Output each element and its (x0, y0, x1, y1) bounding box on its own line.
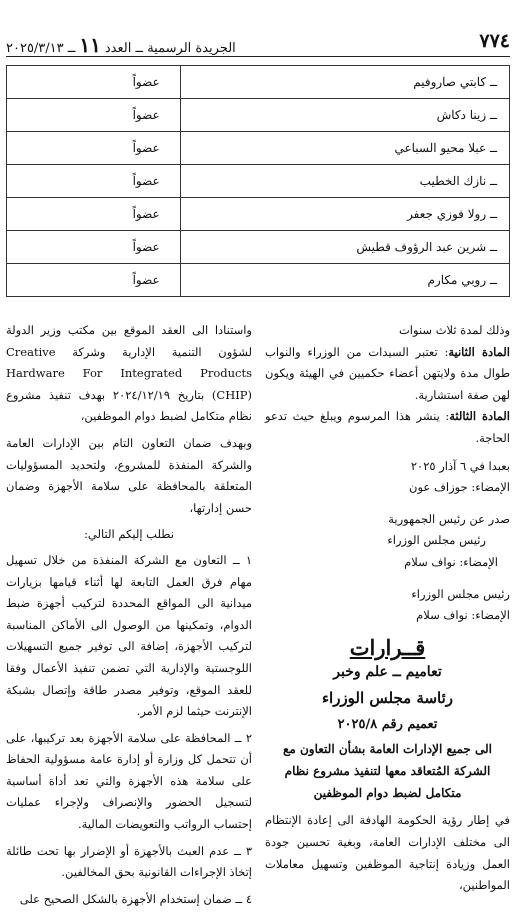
table-row (7, 99, 510, 132)
item-3: ٣ ــ عدم العبث بالأجهزة أو الإضرار بها تحت طائلة إتخاذ الإجراءات القانونية بحق المخالفين. (6, 843, 252, 880)
table-row (7, 66, 510, 99)
paragraph-contract: واستنادا الى العقد الموقع بين مكتب وزير الدولة لشؤون التنمية الإدارية وشركة Creative Hardware For Integrated Products (CHIP) بتاريخ ٢٠٢٤/١٢/١٩ بهدف تنفيذ مشروع نظام متكامل لضبط دوام الموظفين، (6, 323, 252, 424)
article-3-text: : ينشر هذا المرسوم ويبلغ حيث تدعو الحاجة. (265, 409, 510, 445)
paragraph-request: نطلب إليكم التالي: (84, 527, 174, 542)
member-name: ــ زينا دكاش (180, 99, 509, 132)
circular-title: الى جميع الإدارات العامة بشأن التعاون مع الشركة المُتعاقد معها لتنفيذ مشروع نظام متكامل لضبط دوام الموظفين (283, 742, 492, 801)
pm-title: رئيس مجلس الوزراء (387, 533, 486, 548)
page-header (6, 30, 510, 57)
place-date: بعبدا في ٦ آذار ٢٠٢٥ (410, 458, 510, 473)
right-column (265, 320, 510, 897)
member-role: عضواً (7, 132, 181, 165)
article-2 (265, 342, 510, 407)
running-head (6, 33, 236, 57)
issue-number: ١١ (79, 33, 101, 57)
pm-title-2: رئيس مجلس الوزراء (411, 586, 510, 601)
member-role: عضواً (7, 66, 181, 99)
member-name: ــ نازك الخطيب (180, 165, 509, 198)
header-rule (6, 56, 510, 57)
issue-date: ــ ٢٠٢٥/٣/١٣ (6, 41, 76, 56)
members-table (6, 65, 510, 297)
member-name: ــ روبي مكارم (180, 264, 509, 297)
member-role: عضواً (7, 99, 181, 132)
pm-signature: الإمضاء: نواف سلام (404, 554, 498, 569)
member-role: عضواً (7, 165, 181, 198)
table-row (7, 132, 510, 165)
member-name: ــ كابتي صاروفيم (180, 66, 509, 99)
table-row (7, 264, 510, 297)
presidency-heading: رئاسة مجلس الوزراء (321, 689, 454, 708)
left-column (6, 320, 252, 910)
issued-by: صدر عن رئيس الجمهورية (388, 511, 510, 526)
table-row (7, 198, 510, 231)
member-name: ــ شرين عبد الرؤوف قطيش (180, 231, 509, 264)
item-4: ٤ ــ ضمان إستخدام الأجهزة بالشكل الصحيح على (19, 891, 252, 906)
decisions-heading: قــرارات (349, 634, 426, 660)
article-3 (265, 406, 510, 449)
table-row (7, 165, 510, 198)
table-row (7, 231, 510, 264)
member-name: ــ رولا فوزي جعفر (180, 198, 509, 231)
article-2-heading: المادة الثانية (448, 344, 510, 359)
paragraph-purpose: وبهدف ضمان التعاون التام بين الإدارات العامة والشركة المنفذة للمشروع، ولتحديد المسؤوليات المتعلقة بالمحافظة على سلامة الأجهزة وضمان حسن إدارتها، (6, 435, 252, 515)
pm-signature-2: الإمضاء: نواف سلام (416, 608, 510, 623)
item-2: ٢ ــ المحافظة على سلامة الأجهزة بعد تركيبها، على أن تتحمل كل وزارة أو إدارة عامة مسؤولية الحفاظ على سلامة هذه الأجهزة والتي تعد أداة أساسية لتسجيل الحضور والإنصراف ولإجراء عمليات إحتساب الرواتب والتعويضات المالية. (6, 730, 252, 832)
president-signature: الإمضاء: جوزاف عون (409, 480, 510, 495)
member-role: عضواً (7, 231, 181, 264)
circular-intro: في إطار رؤية الحكومة الهادفة الى إعادة الإنتظام الى مختلف الإدارات العامة، وبغية تحسين جودة العمل وزيادة إنتاجية الموظفين وتسهيل معاملات المواطنين، (265, 813, 510, 893)
circulars-subheading: تعاميم ــ علم وخبر (333, 664, 442, 681)
item-1: ١ ــ التعاون مع الشركة المنفذة من خلال تسهيل مهام فرق العمل التابعة لها أثناء قيامها بزيارات ميدانية الى المواقع المحددة لتركيب أجهزة ضبط الدوام، وتمكينها من الوصول الى الأماكن المناسبة لتركيب الأجهزة، إضافة الى توفير جميع التسهيلات اللوجستية والإدارية التي تضمن تنفيذ الأعمال وفقا للعقد الموقع، وتوفير مصدر طاقة وإتصال بشبكة الإنترنت حيثما لزم الأمر. (6, 552, 252, 719)
gazette-title: الجريدة الرسمية ــ العدد (104, 41, 236, 56)
member-name: ــ عبلا محيو السباعي (180, 132, 509, 165)
member-role: عضواً (7, 198, 181, 231)
article-3-heading: المادة الثالثة (449, 409, 510, 424)
circular-number: تعميم رقم ٢٠٢٥/٨ (337, 717, 438, 733)
article-2-text: : تعتبر السيدات من الوزراء والنواب طوال مدة ولايتهن أعضاء حكميين في الهيئة ويكون لهن صفة استشارية. (265, 344, 510, 402)
term-line: وذلك لمدة ثلاث سنوات (398, 323, 510, 337)
member-role: عضواً (7, 264, 181, 297)
page-number: ٧٧٤ (479, 30, 510, 52)
